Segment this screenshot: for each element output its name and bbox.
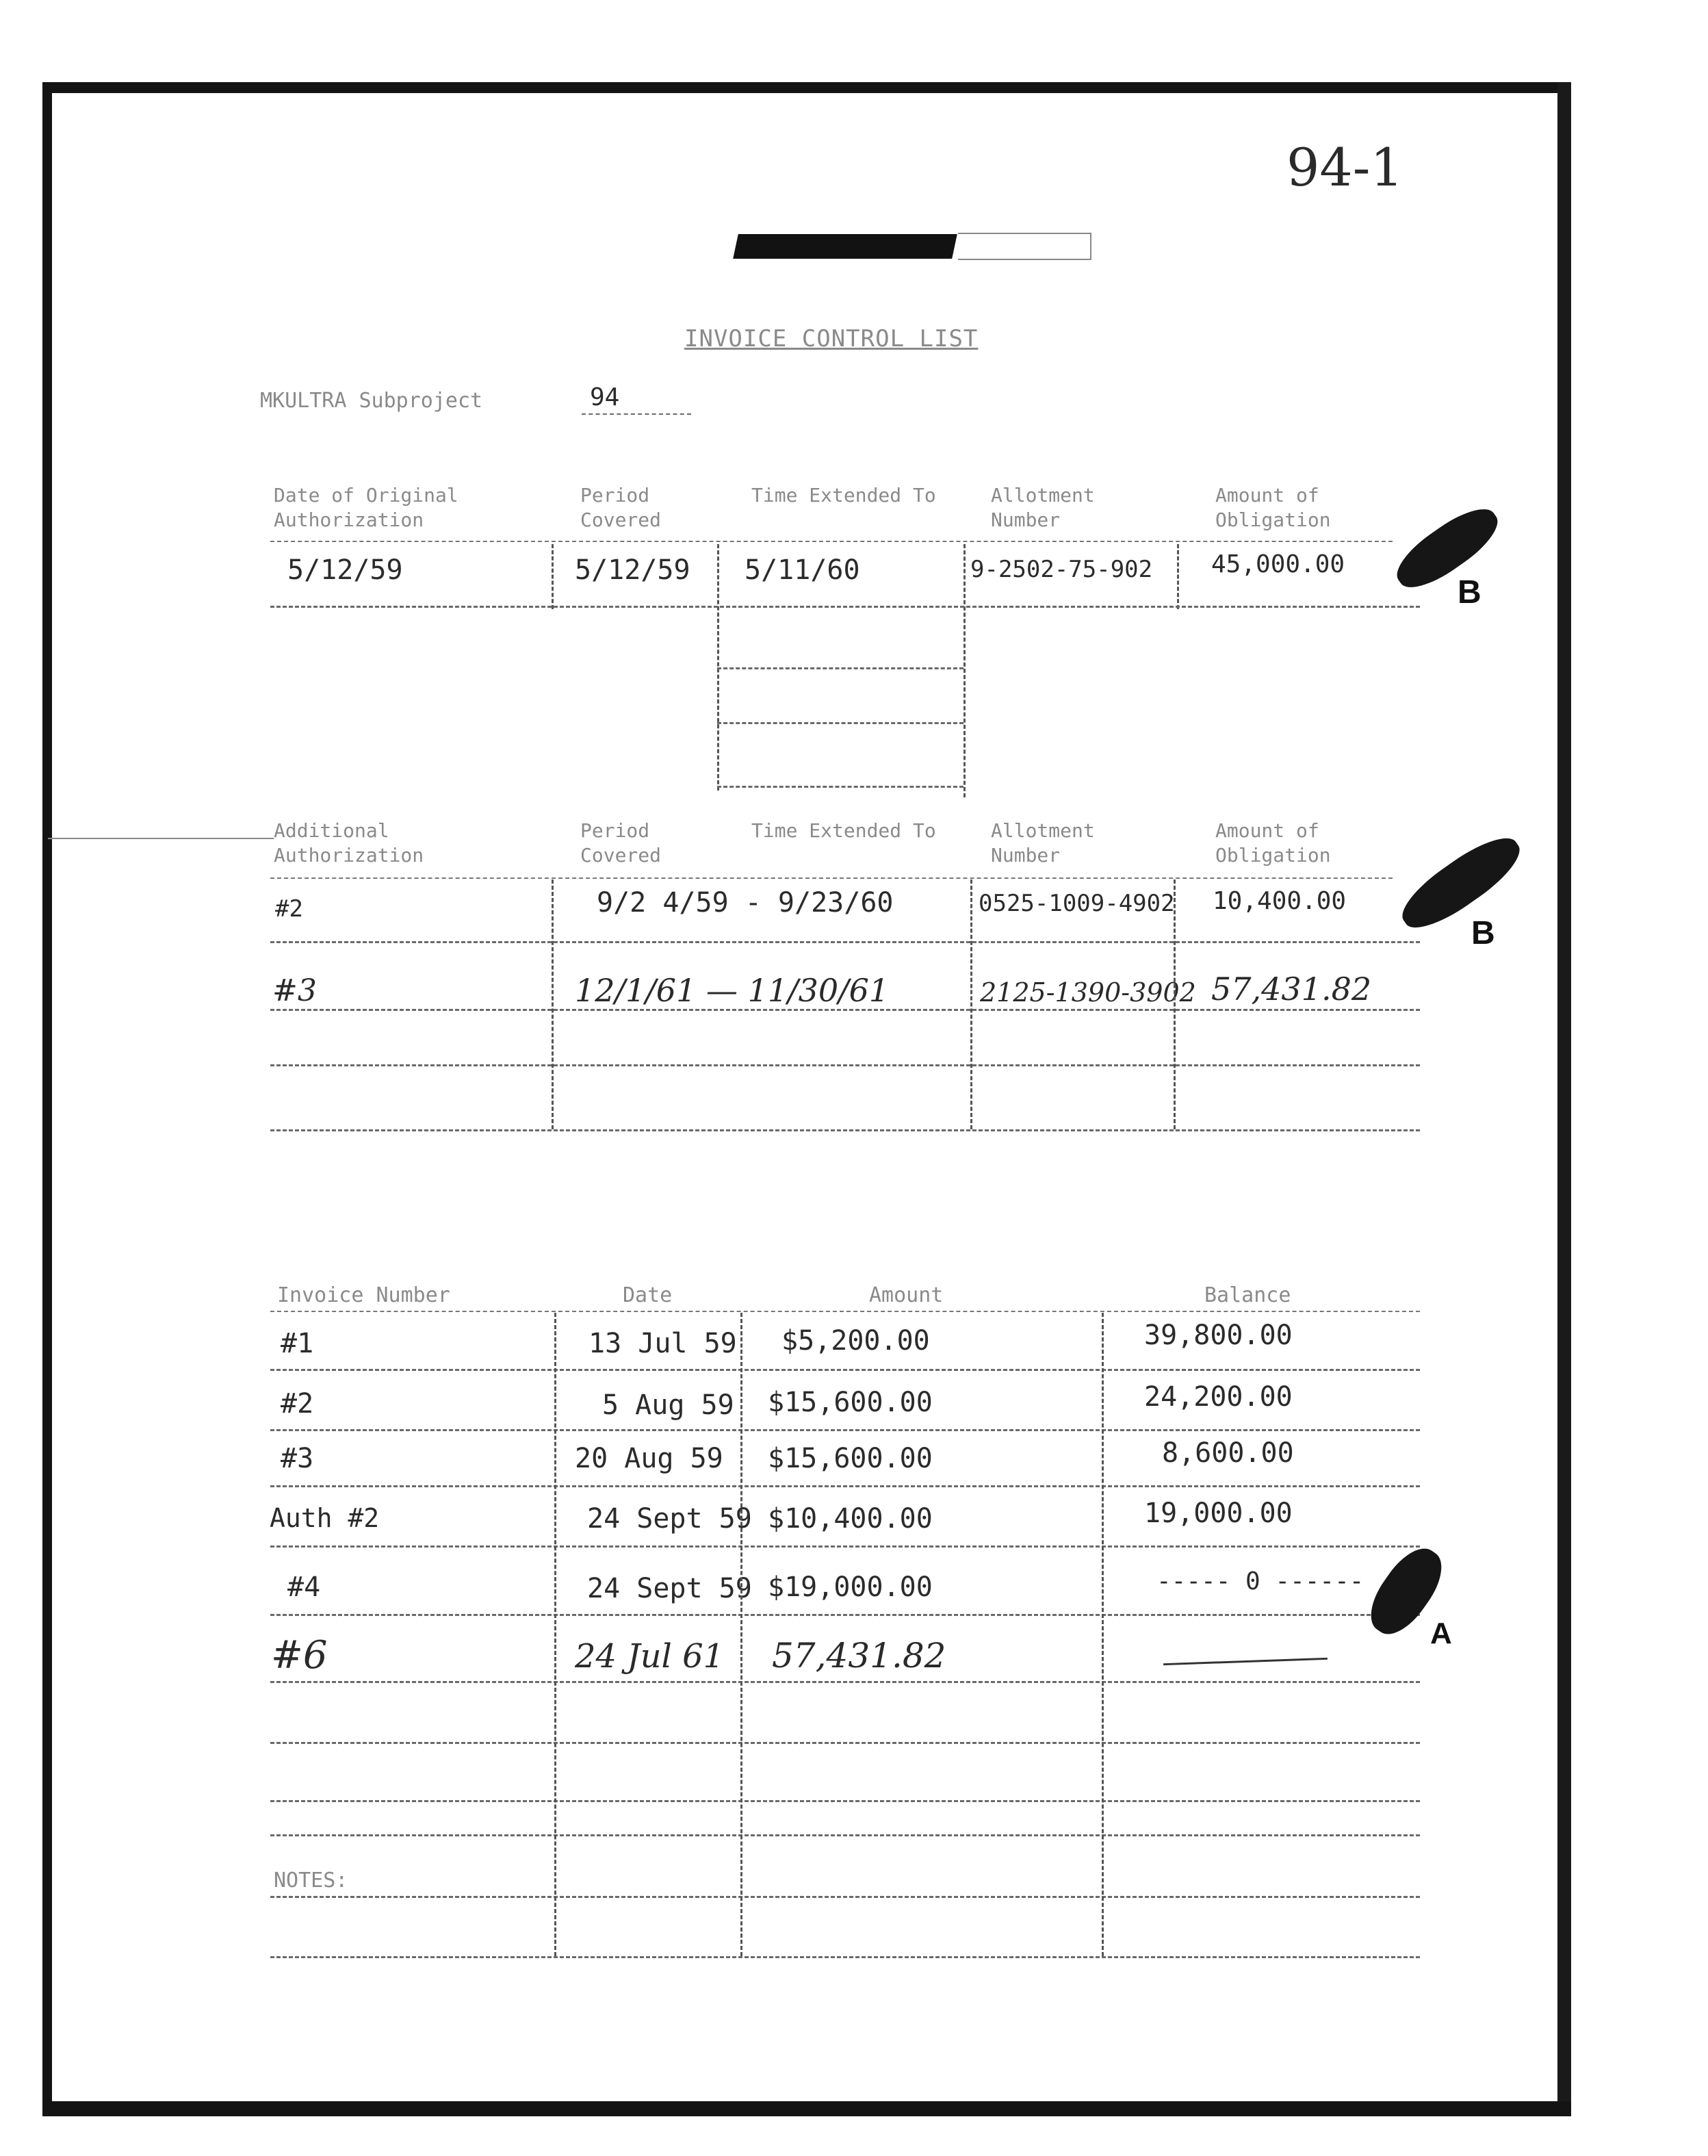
- inv-row4-balance: 19,000.00: [1144, 1498, 1293, 1529]
- add-row1-allotment: 0525-1009-4902: [979, 890, 1175, 917]
- redaction-box-right: [1090, 233, 1091, 260]
- add-row1-amount: 10,400.00: [1213, 887, 1347, 915]
- inv-row6-rule: [270, 1681, 1420, 1683]
- auth-header-period: Period Covered: [580, 484, 662, 531]
- inv-empty-rule-3: [270, 1834, 1420, 1836]
- add-row2-period: 12/1/61 — 11/30/61: [575, 972, 890, 1009]
- add-header-amount: Amount of Obligation: [1215, 819, 1331, 867]
- add-divider-1: [552, 880, 554, 1129]
- inv-empty-rule-5: [270, 1956, 1420, 1958]
- inv-row5-rule: [270, 1614, 1420, 1616]
- inv-header-rule: [270, 1311, 1420, 1312]
- inv-row3-rule: [270, 1485, 1420, 1487]
- margin-mark-b2: B: [1471, 915, 1495, 951]
- inv-row6-date: 24 Jul 61: [575, 1637, 725, 1676]
- document-title: INVOICE CONTROL LIST: [684, 325, 979, 352]
- auth-header-amount: Amount of Obligation: [1215, 484, 1331, 531]
- inv-row6-number: #6: [271, 1633, 328, 1678]
- inv-row3-amount: $15,600.00: [768, 1443, 933, 1474]
- page-border-top: [42, 82, 1568, 93]
- add-header-period: Period Covered: [580, 819, 662, 867]
- page-border-left: [42, 82, 52, 2108]
- inv-row4-rule: [270, 1545, 1420, 1548]
- page-number: 94-1: [1286, 137, 1403, 198]
- inv-header-date: Date: [623, 1283, 673, 1307]
- inv-divider-3: [1102, 1313, 1104, 1956]
- redaction-box-bottom: [958, 259, 1091, 260]
- add-header-extended: Time Extended To: [751, 819, 936, 842]
- notes-label: NOTES:: [274, 1869, 348, 1892]
- auth-divider-1: [552, 544, 554, 609]
- auth-extended: 5/11/60: [745, 554, 860, 586]
- add-row2-auth: #3: [272, 973, 317, 1008]
- auth-header-rule: [270, 541, 1393, 542]
- auth-header-extended: Time Extended To: [751, 484, 936, 506]
- inv-row4-date: 24 Sept 59: [587, 1503, 752, 1535]
- add-divider-3: [1174, 880, 1176, 1129]
- inv-header-number: Invoice Number: [277, 1283, 450, 1307]
- add-header-auth: Additional Authorization: [274, 819, 424, 867]
- redaction-bar: [733, 234, 957, 259]
- inv-row6-balance-dash: [1163, 1658, 1328, 1665]
- redaction-blob-2: [1393, 825, 1530, 940]
- inv-header-balance: Balance: [1204, 1283, 1291, 1307]
- add-divider-2: [970, 880, 972, 1129]
- inv-row1-rule: [270, 1369, 1420, 1371]
- inv-header-amount: Amount: [869, 1283, 944, 1307]
- inv-row1-number: #1: [281, 1328, 314, 1359]
- inv-row3-balance: 8,600.00: [1162, 1437, 1294, 1469]
- inv-row6-amount: 57,431.82: [772, 1636, 946, 1676]
- auth-amount: 45,000.00: [1211, 550, 1345, 578]
- redaction-blob-1: [1388, 498, 1508, 599]
- auth-period: 5/12/59: [575, 554, 690, 586]
- add-header-rule: [270, 877, 1393, 879]
- inv-empty-rule-4: [270, 1896, 1420, 1898]
- auth-extension-rule-1: [717, 667, 963, 669]
- margin-mark-a: A: [1430, 1617, 1452, 1650]
- auth-header-allotment: Allotment Number: [991, 484, 1095, 531]
- add-row2-rule: [270, 1009, 1420, 1011]
- inv-row1-balance: 39,800.00: [1144, 1320, 1293, 1351]
- inv-row4-number: Auth #2: [270, 1503, 380, 1533]
- add-row3-rule: [270, 1064, 1420, 1066]
- auth-extension-rule-2: [717, 722, 963, 724]
- auth-date: 5/12/59: [287, 554, 403, 586]
- inv-row2-date: 5 Aug 59: [602, 1389, 734, 1421]
- subproject-number: 94: [590, 383, 620, 411]
- add-row1-period: 9/2 4/59 - 9/23/60: [597, 887, 894, 919]
- inv-row5-number: #4: [287, 1571, 321, 1603]
- inv-empty-rule-2: [270, 1800, 1420, 1802]
- inv-row4-amount: $10,400.00: [768, 1503, 933, 1535]
- add-row2-allotment: 2125-1390-3902: [980, 977, 1196, 1008]
- add-row1-rule: [270, 941, 1420, 943]
- inv-divider-1: [554, 1313, 556, 1956]
- inv-row2-number: #2: [281, 1388, 314, 1420]
- page-border-right: [1557, 82, 1571, 2108]
- inv-row1-amount: $5,200.00: [781, 1325, 930, 1357]
- auth-divider-4: [1177, 544, 1179, 609]
- inv-row5-date: 24 Sept 59: [587, 1573, 752, 1604]
- add-row1-auth: #2: [275, 895, 303, 923]
- auth-extension-rule-3: [717, 786, 963, 788]
- auth-header-date: Date of Original Authorization: [274, 484, 458, 531]
- inv-divider-2: [740, 1313, 742, 1956]
- inv-row5-balance: ----- 0 ------: [1156, 1567, 1364, 1595]
- fold-line: [48, 838, 274, 839]
- add-row2-amount: 57,431.82: [1211, 971, 1372, 1008]
- redaction-box-top: [958, 233, 1091, 234]
- add-row4-rule: [270, 1129, 1420, 1131]
- margin-mark-b1: B: [1458, 574, 1481, 611]
- auth-allotment: 9-2502-75-902: [970, 556, 1153, 583]
- auth-row-rule: [270, 606, 1420, 608]
- subproject-underline: [582, 413, 691, 415]
- inv-row2-amount: $15,600.00: [768, 1387, 933, 1418]
- page-border-bottom: [42, 2101, 1571, 2116]
- inv-row3-date: 20 Aug 59: [575, 1443, 723, 1474]
- inv-row2-balance: 24,200.00: [1144, 1381, 1293, 1413]
- inv-empty-rule-1: [270, 1742, 1420, 1744]
- inv-row5-amount: $19,000.00: [768, 1571, 933, 1603]
- subproject-label: MKULTRA Subproject: [260, 389, 483, 413]
- inv-row3-number: #3: [281, 1443, 314, 1474]
- inv-row2-rule: [270, 1429, 1420, 1431]
- add-header-allotment: Allotment Number: [991, 819, 1095, 867]
- inv-row1-date: 13 Jul 59: [588, 1328, 737, 1359]
- auth-divider-3: [963, 544, 966, 797]
